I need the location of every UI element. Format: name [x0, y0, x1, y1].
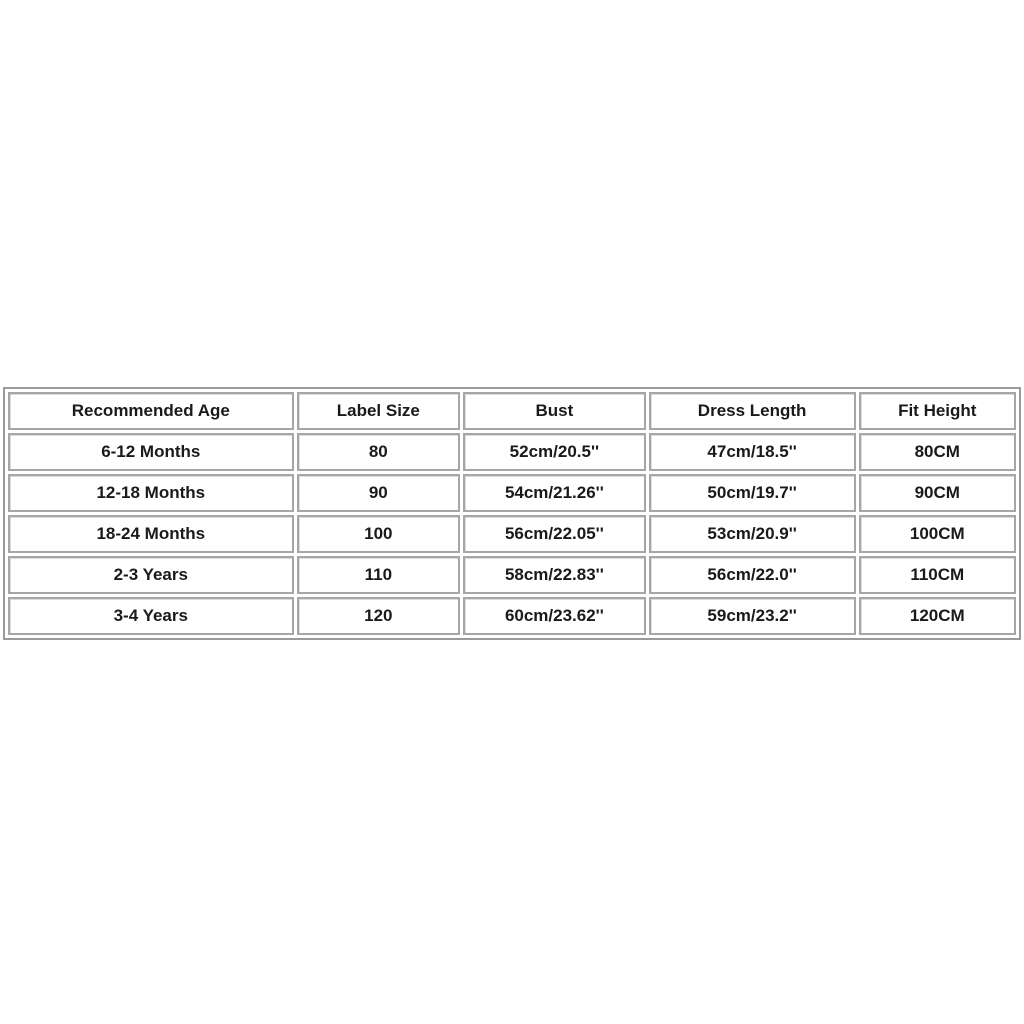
cell-recommended-age: 6-12 Months [8, 433, 294, 471]
table-row [8, 433, 1016, 471]
cell-bust: 54cm/21.26'' [463, 474, 646, 512]
cell-dress-length: 56cm/22.0'' [649, 556, 856, 594]
cell-bust: 60cm/23.62'' [463, 597, 646, 635]
cell-bust: 52cm/20.5'' [463, 433, 646, 471]
cell-dress-length: 50cm/19.7'' [649, 474, 856, 512]
header-dress-length: Dress Length [649, 392, 856, 430]
cell-fit-height: 100CM [859, 515, 1016, 553]
cell-dress-length: 53cm/20.9'' [649, 515, 856, 553]
cell-fit-height: 120CM [859, 597, 1016, 635]
cell-bust: 56cm/22.05'' [463, 515, 646, 553]
table-header-row [8, 392, 1016, 430]
cell-recommended-age: 12-18 Months [8, 474, 294, 512]
header-bust: Bust [463, 392, 646, 430]
cell-label-size: 100 [297, 515, 460, 553]
table-row [8, 597, 1016, 635]
cell-fit-height: 90CM [859, 474, 1016, 512]
size-chart-table [3, 387, 1021, 640]
cell-recommended-age: 3-4 Years [8, 597, 294, 635]
cell-fit-height: 80CM [859, 433, 1016, 471]
cell-recommended-age: 18-24 Months [8, 515, 294, 553]
header-label-size: Label Size [297, 392, 460, 430]
cell-dress-length: 59cm/23.2'' [649, 597, 856, 635]
header-recommended-age: Recommended Age [8, 392, 294, 430]
table-row [8, 474, 1016, 512]
cell-recommended-age: 2-3 Years [8, 556, 294, 594]
cell-label-size: 80 [297, 433, 460, 471]
table-row [8, 515, 1016, 553]
cell-bust: 58cm/22.83'' [463, 556, 646, 594]
cell-dress-length: 47cm/18.5'' [649, 433, 856, 471]
header-fit-height: Fit Height [859, 392, 1016, 430]
cell-label-size: 110 [297, 556, 460, 594]
table-row [8, 556, 1016, 594]
cell-fit-height: 110CM [859, 556, 1016, 594]
cell-label-size: 90 [297, 474, 460, 512]
cell-label-size: 120 [297, 597, 460, 635]
